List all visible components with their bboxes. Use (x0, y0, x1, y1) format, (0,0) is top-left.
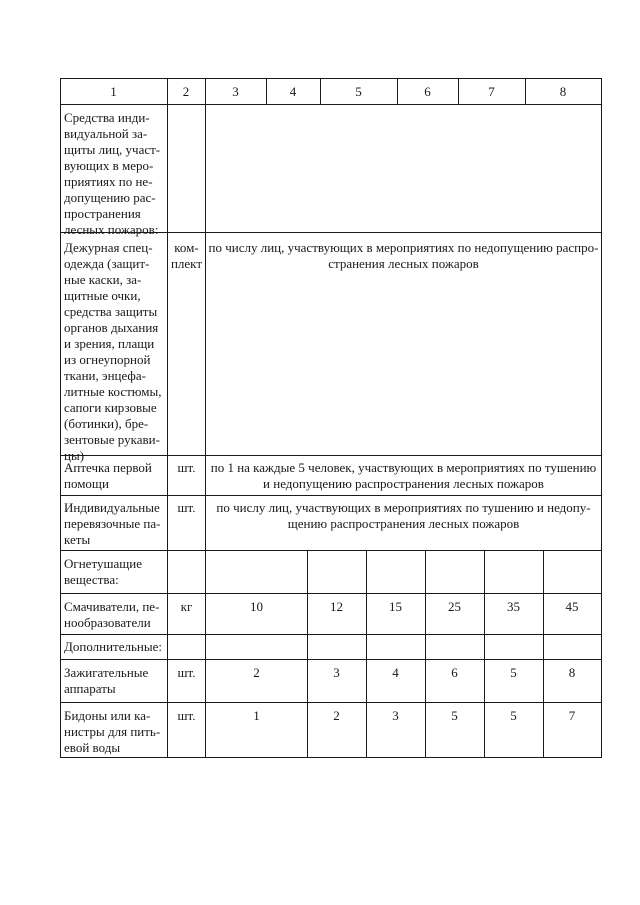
cell-value: 15 (389, 599, 402, 614)
col-divider (425, 550, 426, 758)
row-name: Зажигательные аппараты (64, 665, 149, 696)
row-name: Смачиватели, пе- нообразователи (64, 599, 160, 630)
row-span-text: по числу лиц, участвующих в мероприятиях по тушению и недопу- щению распространения лесных пожаров (216, 500, 591, 531)
header-row-border (60, 104, 602, 105)
row-span-text: по 1 на каждые 5 человек, участвующих в мероприятиях по тушению и недопущению распространения лесных пожаров (210, 460, 597, 491)
header-col-2: 2 (182, 84, 190, 99)
row-name: Индивидуальные перевязочные па- кеты (64, 500, 161, 547)
header-col-3: 3 (232, 84, 239, 99)
table-top-border (60, 78, 602, 79)
col-divider (543, 550, 544, 758)
cell-value: 2 (333, 708, 340, 723)
cell-value: 4 (392, 665, 399, 680)
row-name: Аптечка первой помощи (64, 460, 152, 491)
header-col-4: 4 (289, 84, 297, 99)
row-name: Бидоны или ка- нистры для пить- евой воды (64, 708, 161, 755)
col-divider (205, 78, 206, 758)
header-col-5: 5 (355, 84, 362, 99)
row-border (60, 702, 602, 703)
row-name: Дежурная спец- одежда (защит- ные каски, за- щитные очки, средства защиты органов дыхания и зрения, плащи из огнеупорной ткани, энцефа- литные костюмы, сапоги кирзовые (ботинки), бре- зентовые рукави- цы) (64, 240, 162, 463)
row-border (60, 659, 602, 660)
table-left-border (60, 78, 61, 758)
col-divider (167, 78, 168, 758)
cell-value: 1 (253, 708, 260, 723)
cell-value: 12 (330, 599, 343, 614)
col-divider (366, 550, 367, 758)
row-name: Средства инди- видуальной за- щиты лиц, участ- вующих в меро- приятиях по не- допущению рас- пространения лесных пожаров: (64, 110, 161, 237)
row-name: Огнетушащие вещества: (64, 556, 142, 587)
row-unit: кг (180, 599, 193, 614)
cell-value: 2 (253, 665, 260, 680)
cell-value: 45 (565, 599, 579, 614)
cell-value: 25 (448, 599, 461, 614)
header-col-8: 8 (559, 84, 567, 99)
cell-value: 5 (510, 665, 517, 680)
cell-value: 7 (568, 708, 576, 723)
row-unit: ком- плект (170, 240, 203, 271)
table-right-border (601, 78, 602, 758)
cell-value: 6 (451, 665, 458, 680)
table-bottom-border (60, 757, 602, 758)
row-border (60, 593, 602, 594)
cell-value: 35 (507, 599, 520, 614)
row-unit: шт. (177, 500, 196, 515)
row-unit: шт. (177, 708, 196, 723)
row-unit: шт. (177, 665, 196, 680)
row-border (60, 550, 602, 551)
cell-value: 3 (392, 708, 399, 723)
cell-value: 5 (510, 708, 517, 723)
row-span-text: по числу лиц, участвующих в мероприятиях по недопущению распро- странения лесных пожаров (208, 240, 599, 271)
row-border (60, 634, 602, 635)
header-col-1: 1 (110, 84, 117, 99)
row-unit: шт. (177, 460, 196, 475)
cell-value: 10 (250, 599, 263, 614)
cell-value: 5 (451, 708, 458, 723)
header-col-7: 7 (488, 84, 495, 99)
cell-value: 8 (568, 665, 576, 680)
row-border (60, 495, 602, 496)
row-name: Дополнительные: (64, 639, 162, 654)
cell-value: 3 (333, 665, 340, 680)
col-divider (484, 550, 485, 758)
header-col-6: 6 (424, 84, 431, 99)
col-divider (307, 550, 308, 758)
